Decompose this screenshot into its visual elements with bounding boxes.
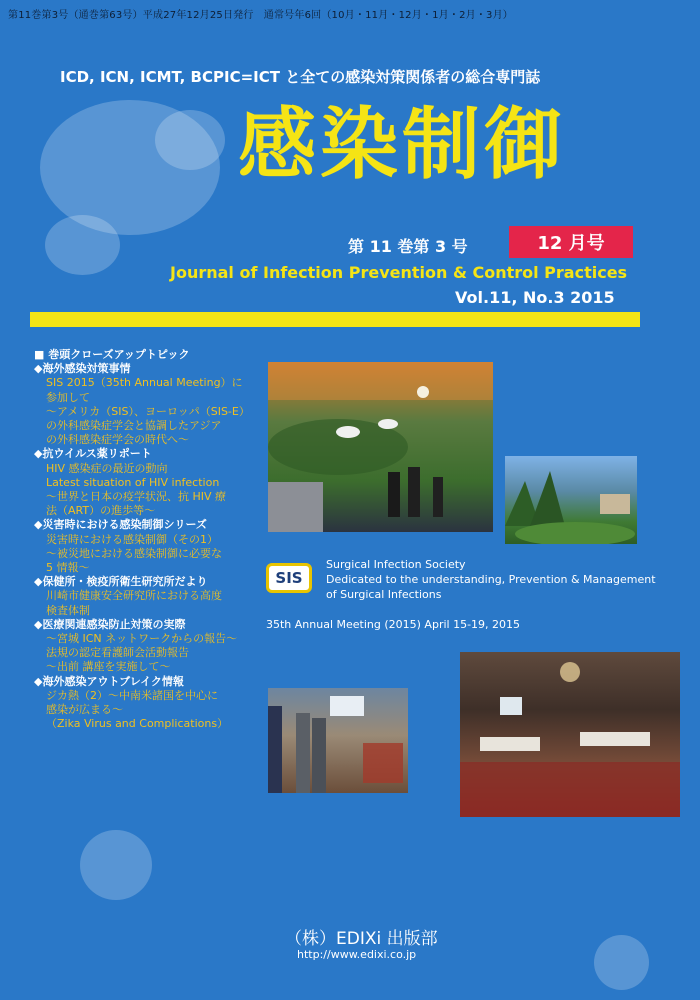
toc-subitem: ～出前 講座を実施して～ (46, 660, 171, 674)
toc-subitem: ジカ熱（2）～中南米諸国を中心に (46, 688, 218, 702)
sis-line: of Surgical Infections (326, 588, 442, 601)
toc-subitem: 法規の認定看護師会活動報告 (46, 646, 189, 660)
toc-subitem: 災害時における感染制御（その1） (46, 532, 218, 546)
decorative-bubble (594, 935, 649, 990)
toc-subitem: ～アメリカ（SIS）、ヨーロッパ（SIS-E） (46, 404, 250, 418)
toc-subitem: 5 情報～ (46, 561, 90, 575)
cover-subtitle: ICD, ICN, ICMT, BCPIC=ICT と全ての感染対策関係者の総合専門誌 (60, 68, 541, 86)
toc-heading: ◆医療関連感染防止対策の実際 (34, 617, 186, 631)
toc-heading: ◆抗ウイルス薬リポート (34, 447, 152, 461)
toc-subitem: HIV 感染症の最近の動向 (46, 461, 168, 475)
sis-logo: SIS (266, 563, 312, 593)
yellow-divider (30, 312, 640, 327)
sis-description (326, 557, 656, 602)
issue-info: 第11巻第3号（通巻第63号）平成27年12月25日発行 通常号年6回（10月・11月・12月・1月・2月・3月） (8, 10, 514, 21)
toc-heading: ◆災害時における感染制御シリーズ (34, 518, 207, 532)
toc-heading: ◆海外感染アウトブレイク情報 (34, 674, 184, 688)
toc-subitem: の外科感染症学会と協調したアジア (46, 419, 222, 433)
sis-line: Dedicated to the understanding, Prevention & Management (326, 573, 656, 586)
toc-subitem: 検査体制 (46, 603, 90, 617)
resort-landscape-photo (505, 456, 637, 544)
toc-subitem: 川崎市健康安全研究所における高度 (46, 589, 222, 603)
presentation-photo (268, 688, 408, 793)
garden-reception-photo-art (268, 362, 493, 532)
volume-en: Vol.11, No.3 2015 (455, 288, 615, 307)
resort-landscape-photo-art (505, 456, 637, 544)
meeting-info: 35th Annual Meeting (2015) April 15-19, 2015 (266, 618, 521, 631)
toc-subitem: 感染が広まる～ (46, 703, 123, 717)
toc-subitem: 参加して (46, 390, 90, 404)
sis-line: Surgical Infection Society (326, 558, 466, 571)
volume-ja: 第 11 巻第 3 号 (348, 237, 468, 256)
toc-subitem: SIS 2015（35th Annual Meeting）に (46, 376, 243, 390)
toc-subitem: Latest situation of HIV infection (46, 475, 220, 489)
toc-subitem: の外科感染症学会の時代へ～ (46, 433, 189, 447)
month-badge: 12 月号 (509, 226, 633, 258)
conference-hall-photo-art (460, 652, 680, 817)
toc-heading: ◆保健所・検疫所衛生研究所だより (34, 575, 208, 589)
table-of-contents (34, 348, 272, 731)
toc-subitem: ～世界と日本の疫学状況、抗 HIV 療 (46, 490, 227, 504)
toc-heading: ■ 巻頭クローズアップトピック (34, 348, 190, 361)
presentation-photo-art (268, 688, 408, 793)
magazine-title: 感染制御 (238, 100, 567, 190)
garden-reception-photo (268, 362, 493, 532)
decorative-bubble (45, 215, 120, 275)
decorative-bubble (155, 110, 225, 170)
toc-subitem: ～宮城 ICN ネットワークからの報告～ (46, 632, 238, 646)
journal-title-en: Journal of Infection Prevention & Control Practices (170, 263, 628, 282)
publisher-url: http://www.edixi.co.jp (297, 948, 417, 961)
toc-heading: ◆海外感染対策事情 (34, 362, 131, 376)
conference-hall-photo (460, 652, 680, 817)
publisher-name: （株）EDIXi 出版部 (285, 929, 438, 949)
toc-subitem: （Zika Virus and Complications） (46, 717, 229, 731)
toc-subitem: 法（ART）の進歩等～ (46, 504, 156, 518)
decorative-bubble (80, 830, 152, 900)
toc-subitem: ～被災地における感染制御に必要な (46, 546, 222, 560)
